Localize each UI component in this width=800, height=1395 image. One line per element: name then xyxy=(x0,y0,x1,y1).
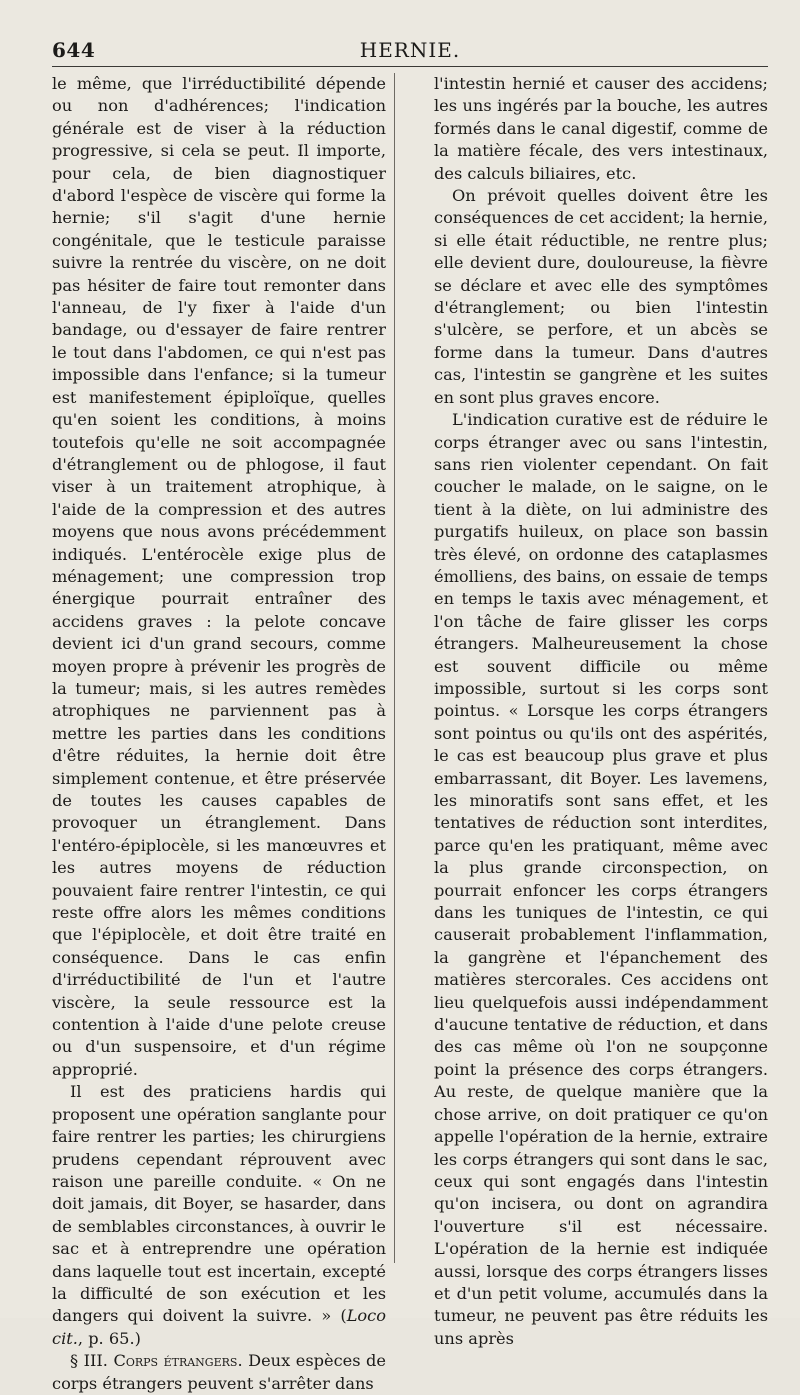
left-paragraph-1: le même, que l'irréductibilité dépende ou non d'adhérences; l'indication générale est de viser à la réduction progressive, si cela se peut. Il importe, pour cela, de bien diagnostiquer d'abord l'espèce de viscère qui forme la hernie; s'il s'agit d'une hernie congénitale, que le testicule paraisse suivre la rentrée du viscère, on ne doit pas hésiter de faire tout remonter dans l'anneau, de l'y fixer à l'aide d'un bandage, ou d'essayer de faire rentrer le tout dans l'abdomen, ce qui n'est pas impossible dans l'enfance; si la tumeur est manifestement épiploïque, quelles qu'en soient les conditions, à moins toutefois qu'elle ne soit accompagnée d'étranglement ou de phlogose, il faut viser à un traitement atrophique, à l'aide de la compression et des autres moyens que nous avons précédemment indiqués. L'entérocèle exige plus de ménagement; une compression trop énergique pourrait entraîner des accidens graves : la pelote concave devient ici d'un grand secours, comme moyen propre à prévenir les progrès de la tumeur; mais, si les autres remèdes atrophiques ne parviennent pas à mettre les parties dans les conditions d'être réduites, la hernie doit être simplement contenue, et être préservée de toutes les causes capables de provoquer un étranglement. Dans l'entéro-épiplocèle, si les manœuvres et les autres moyens de réduction pouvaient faire rentrer l'intestin, ce qui reste offre alors les mêmes conditions que l'épiplocèle, et doit être traité en conséquence. Dans le cas enfin d'irréductibilité de l'un et l'autre viscère, la seule ressource est la contention à l'aide d'une pelote creuse ou d'un suspensoire, et d'un régime approprié. xyxy=(52,74,386,1079)
left-column xyxy=(52,73,386,1395)
left-paragraph-2-text: Il est des praticiens hardis qui proposent une opération sanglante pour faire rentrer les parties; les chirurgiens prudens cependant réprouvent avec raison une pareille conduite. « On ne doit jamais, dit Boyer, se hasarder, dans de semblables circonstances, à ouvrir le sac et à entreprendre une opération dans laquelle tout est incertain, excepté la difficulté de son exécution et les dangers qui doivent la suivre. » ( xyxy=(52,1082,386,1326)
citation-page: , p. 65.) xyxy=(77,1328,141,1348)
page-number: 644 xyxy=(52,38,96,62)
section-number: § III. xyxy=(70,1351,114,1371)
citation: Loco cit. xyxy=(52,1306,386,1348)
section-heading: Corps étrangers. xyxy=(113,1351,243,1371)
right-paragraph-2: On prévoit quelles doivent être les conséquences de cet accident; la hernie, si elle était réductible, ne rentre plus; elle devient dure, douloureuse, la fièvre se déclare et avec elle des symptômes d'étranglement; ou bien l'intestin s'ulcère, se perfore, et un abcès se forme dans la tumeur. Dans d'autres cas, l'intestin se gangrène et les suites en sont plus graves encore. xyxy=(434,186,768,407)
left-paragraph-2 xyxy=(52,1081,386,1350)
column-divider xyxy=(394,73,395,1263)
right-paragraph-3: L'indication curative est de réduire le corps étranger avec ou sans l'intestin, sans rien violenter cependant. On fait coucher le malade, on le saigne, on le tient à la diète, on lui administre des purgatifs huileux, on place son bassin très élevé, on ordonne des cataplasmes émolliens, des bains, on essaie de temps en temps le taxis avec ménagement, et l'on tâche de faire glisser les corps étrangers. Malheureusement la chose est souvent difficile ou même impossible, surtout si les corps sont pointus. « Lorsque les corps étrangers sont pointus ou qu'ils ont des aspérités, le cas est beaucoup plus grave et plus embarrassant, dit Boyer. Les lavemens, les minoratifs sont sans effet, et les tentatives de réduction sont interdites, parce qu'en les pratiquant, même avec la plus grande circonspection, on pourrait enfoncer les corps étrangers dans les tuniques de l'intestin, ce qui causerait probablement l'inflammation, la gangrène et l'épanchement des matières stercorales. Ces accidens ont lieu quelquefois aussi indépendamment d'aucune tentative de réduction, et dans des cas même où l'on ne soupçonne point la présence des corps étrangers. Au reste, de quelque manière que la chose arrive, on doit pratiquer ce qu'on appelle l'opération de la hernie, extraire les corps étrangers qui sont dans le sac, ceux qui sont engagés dans l'intestin qu'on incisera, ou dont on agrandira l'ouverture s'il est nécessaire. L'opération de la hernie est indiquée aussi, lorsque des corps étrangers lisses et d'un petit volume, accumulés dans la tumeur, ne peuvent pas être réduits les uns après xyxy=(434,410,768,1348)
text-columns xyxy=(52,73,768,1395)
running-head xyxy=(52,38,768,67)
left-paragraph-3 xyxy=(52,1350,386,1395)
section-text: Deux espèces de corps étrangers peuvent s'arrêter dans xyxy=(52,1351,386,1393)
right-column xyxy=(434,73,768,1395)
right-paragraph-1: l'intestin hernié et causer des accidens; les uns ingérés par la bouche, les autres formés dans le canal digestif, comme de la matière fécale, des vers intestinaux, des calculs biliaires, etc. xyxy=(434,74,768,183)
running-title: HERNIE. xyxy=(359,38,461,62)
